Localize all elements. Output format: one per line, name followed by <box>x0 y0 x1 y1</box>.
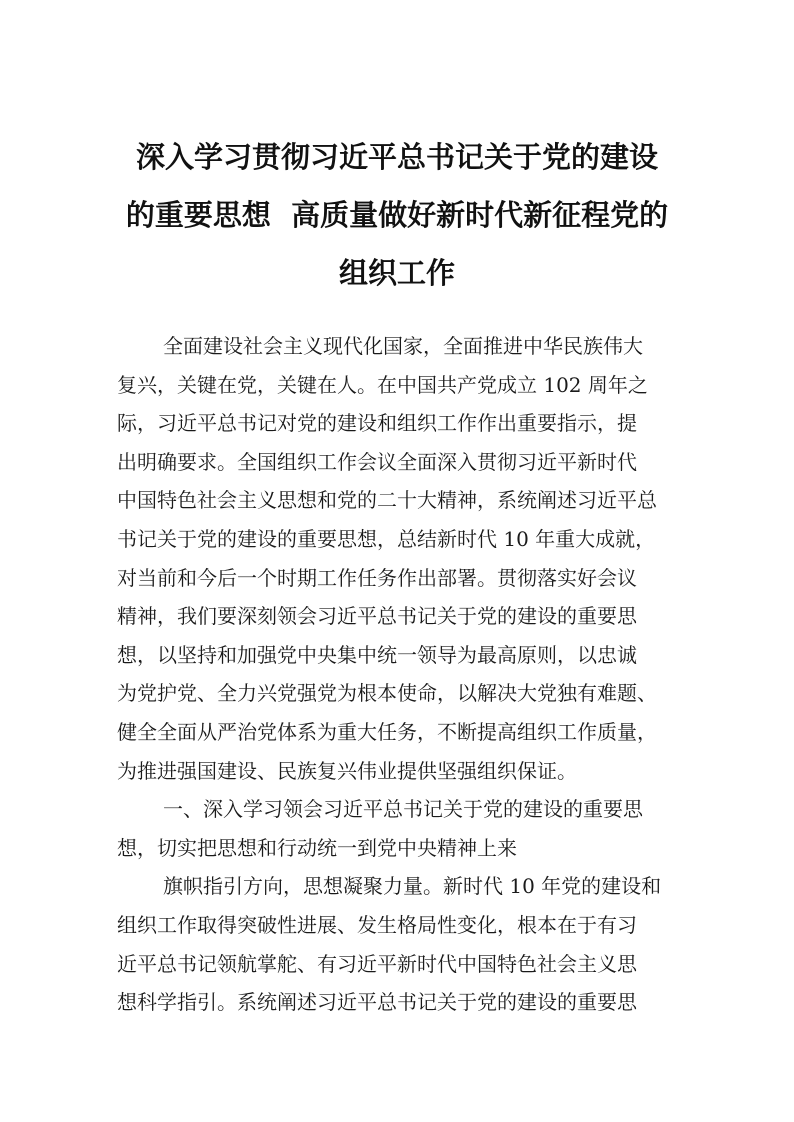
paragraph-1-line: 出明确要求。全国组织工作会议全面深入贯彻习近平新时代 <box>117 449 637 474</box>
paragraph-2-line: 近平总书记领航掌舵、有习近平新时代中国特色社会主义思 <box>117 951 637 976</box>
paragraph-2 <box>117 867 697 1021</box>
paragraph-1-line: 中国特色社会主义思想和党的二十大精神，系统阐述习近平总 <box>117 488 657 513</box>
document-body <box>117 327 697 1022</box>
document-title <box>110 128 684 302</box>
paragraph-1-line: 精神，我们要深刻领会习近平总书记关于党的建设的重要思 <box>117 604 637 629</box>
title-line-2: 的重要思想 高质量做好新时代新征程党的 <box>125 198 669 232</box>
title-line-1: 深入学习贯彻习近平总书记关于党的建设 <box>135 140 658 174</box>
paragraph-1 <box>117 327 697 790</box>
paragraph-2-line: 想科学指引。系统阐述习近平总书记关于党的建设的重要思 <box>117 990 637 1015</box>
paragraph-2-line: 组织工作取得突破性进展、发生格局性变化，根本在于有习 <box>117 912 637 937</box>
paragraph-1-line: 为党护党、全力兴党强党为根本使命，以解决大党独有难题、 <box>117 681 657 706</box>
paragraph-1-line: 书记关于党的建设的重要思想，总结新时代 10 年重大成就， <box>117 526 656 551</box>
paragraph-1-line: 想，以坚持和加强党中央集中统一领导为最高原则，以忠诚 <box>117 642 637 667</box>
section-1-heading-line: 一、深入学习领会习近平总书记关于党的建设的重要思 <box>163 797 643 822</box>
paragraph-1-line: 对当前和今后一个时期工作任务作出部署。贯彻落实好会议 <box>117 565 637 590</box>
paragraph-1-line: 全面建设社会主义现代化国家，全面推进中华民族伟大 <box>163 334 643 358</box>
paragraph-1-line: 际，习近平总书记对党的建设和组织工作作出重要指示，提 <box>117 411 637 436</box>
title-line-3: 组织工作 <box>338 256 455 290</box>
paragraph-2-line: 旗帜指引方向，思想凝聚力量。新时代 10 年党的建设和 <box>163 874 662 899</box>
paragraph-1-line: 为推进强国建设、民族复兴伟业提供坚强组织保证。 <box>117 758 577 783</box>
paragraph-1-line: 健全全面从严治党体系为重大任务，不断提高组织工作质量， <box>117 719 657 744</box>
section-1-heading <box>117 790 697 867</box>
section-1-heading-line: 想，切实把思想和行动统一到党中央精神上来 <box>117 835 517 860</box>
paragraph-1-line: 复兴，关键在党，关键在人。在中国共产党成立 102 周年之 <box>117 372 648 397</box>
